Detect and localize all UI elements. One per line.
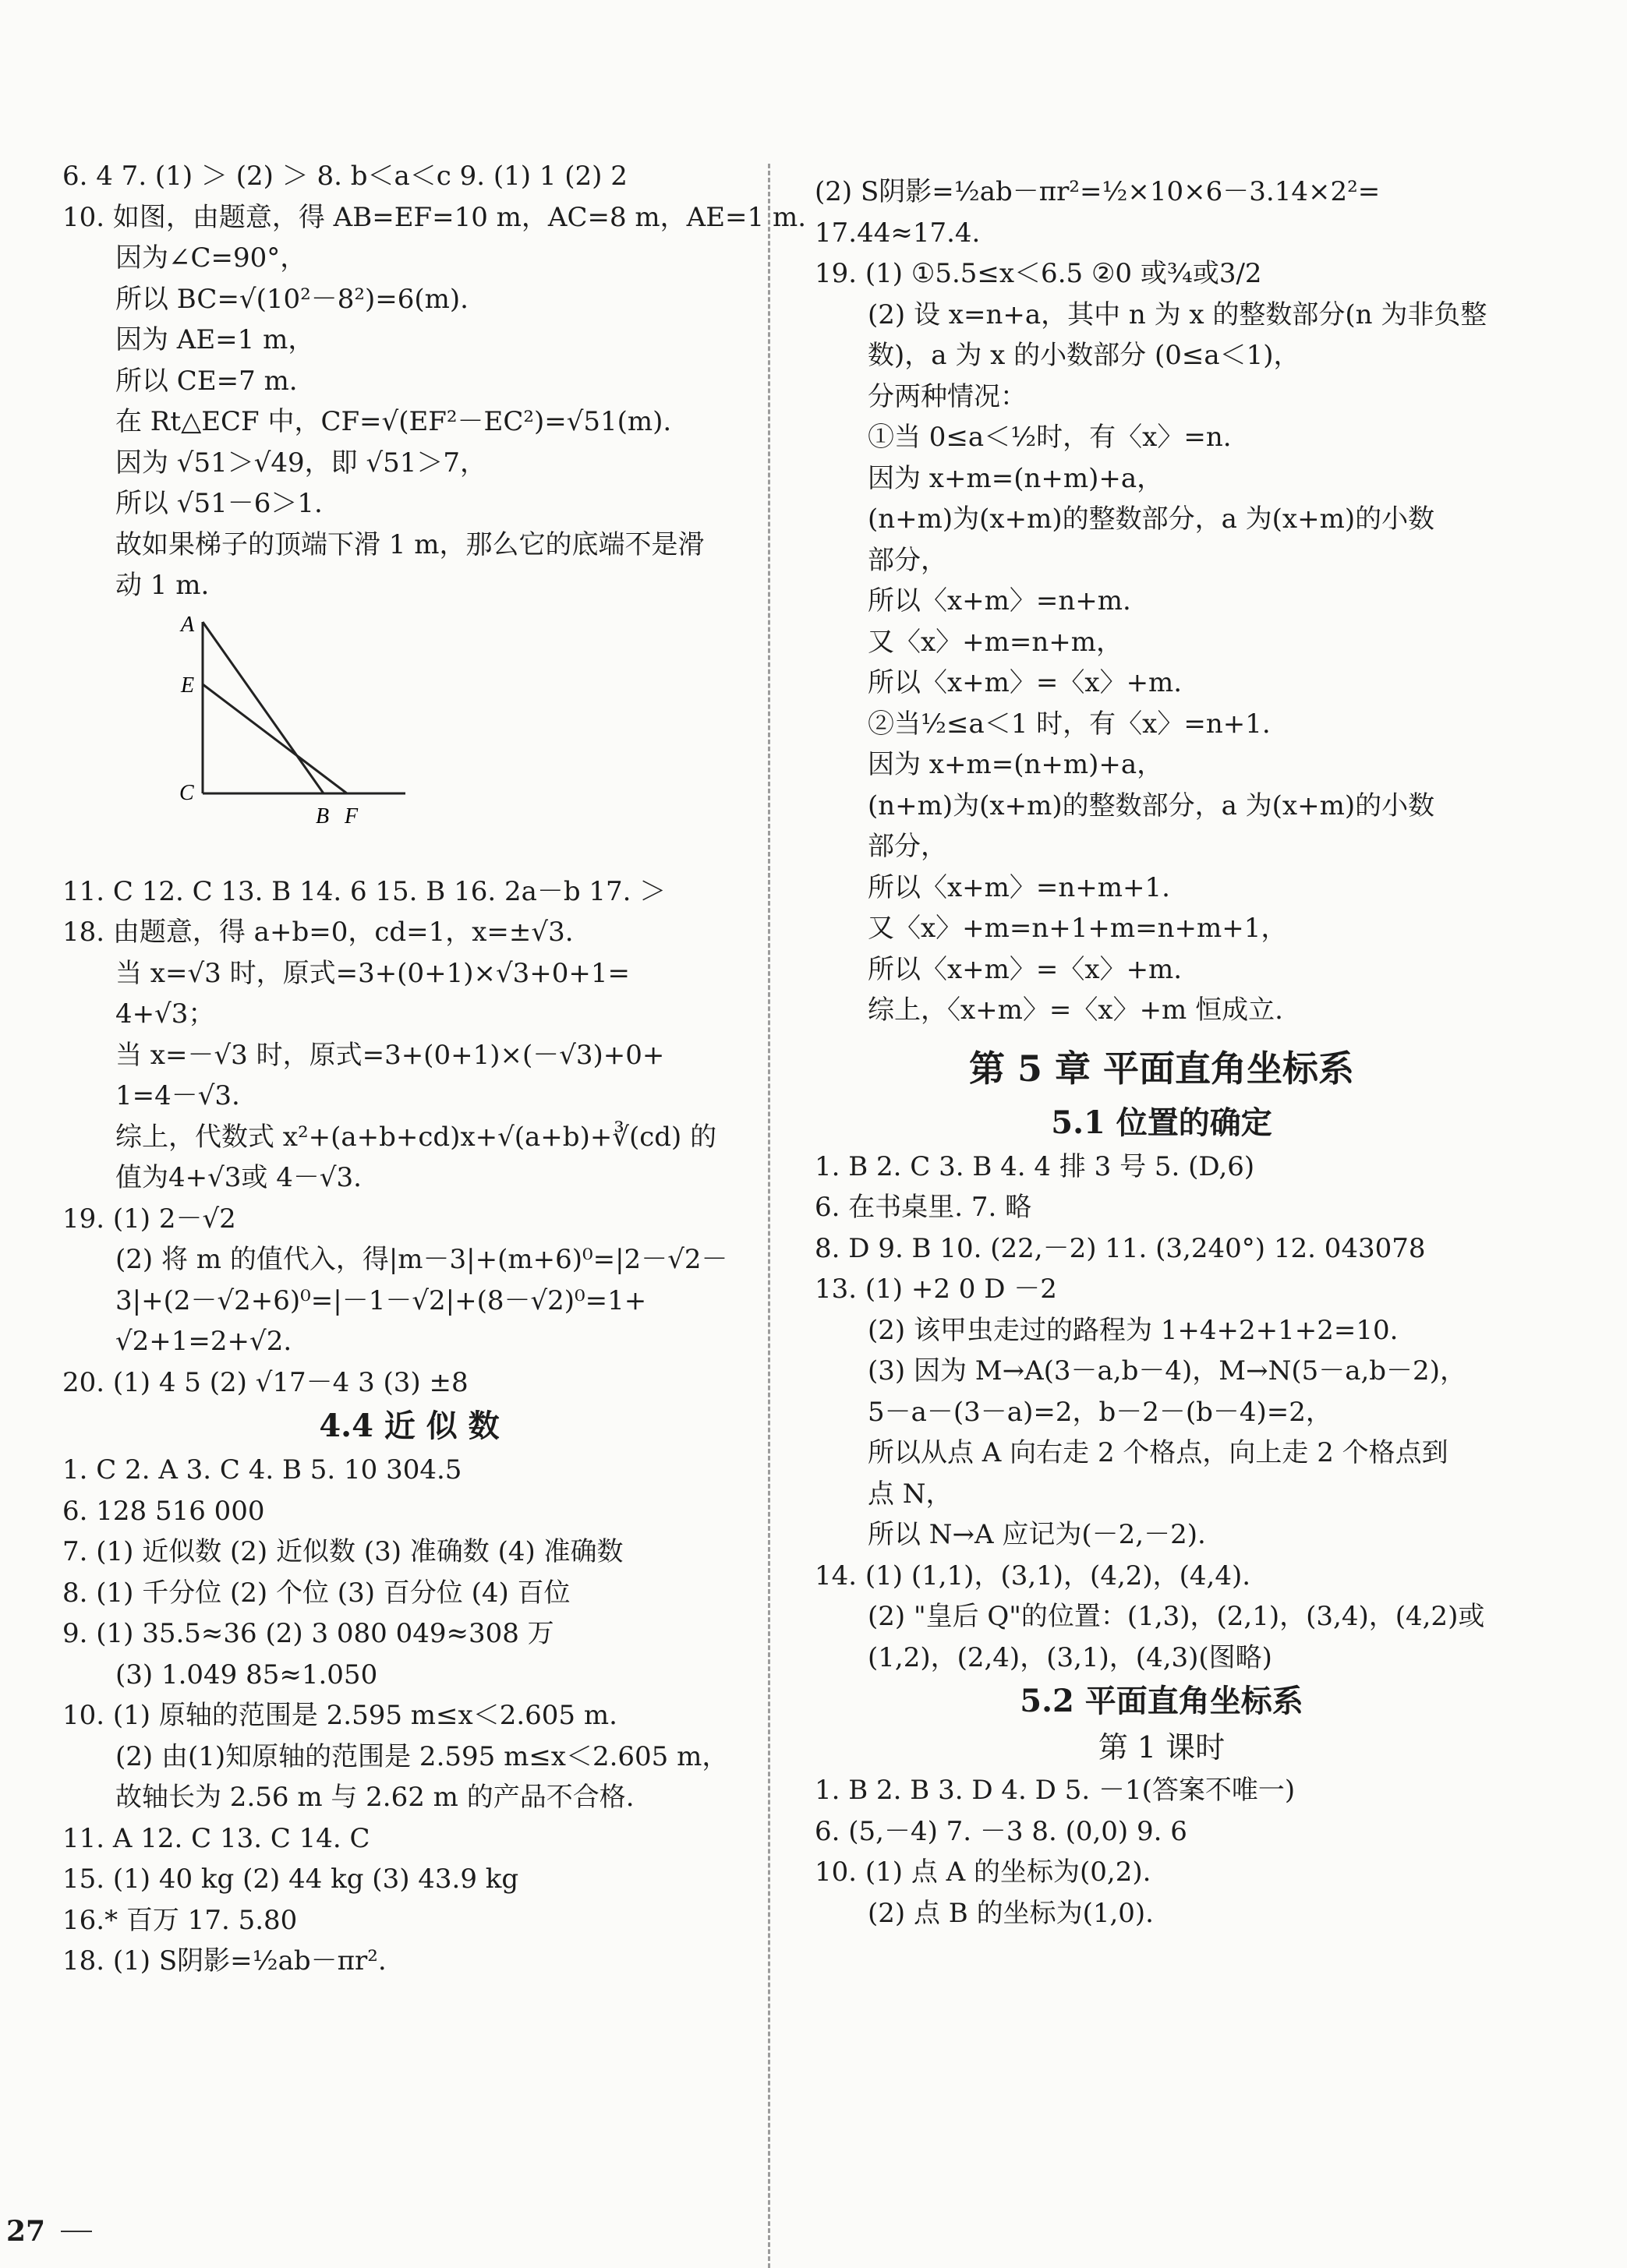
answer-line: 动 1 m.: [115, 570, 210, 601]
answer-line: 当 x=－√3 时，原式=3+(0+1)×(－√3)+0+: [115, 1039, 665, 1071]
label-e: E: [181, 673, 195, 698]
section-heading: 4.4 近 似 数: [319, 1408, 500, 1444]
answer-line: (2) 该甲虫走过的路程为 1+4+2+1+2=10.: [868, 1314, 1399, 1346]
answer-line: 因为 x+m=(n+m)+a，: [868, 462, 1164, 494]
answer-line: 部分，: [868, 544, 947, 576]
answer-line: 因为∠C=90°，: [115, 242, 307, 274]
answer-line: 所以从点 A 向右走 2 个格点，向上走 2 个格点到: [868, 1437, 1448, 1468]
label-a: A: [181, 612, 195, 637]
answer-line: (1,2)，(2,4)，(3,1)，(4,3)(图略): [868, 1641, 1272, 1673]
answer-line: (2) S阴影=½ab－πr²=½×10×6－3.14×2²=: [815, 176, 1381, 207]
answer-line: 1. C 2. A 3. C 4. B 5. 10 304.5: [62, 1454, 462, 1486]
answer-line: 18. 由题意，得 a+b=0，cd=1，x=±√3.: [62, 917, 574, 948]
answer-line: 14. (1) (1,1)，(3,1)，(4,2)，(4,4).: [815, 1560, 1251, 1591]
answer-line: 6. 4 7. (1) ＞ (2) ＞ 8. b＜a＜c 9. (1) 1 (2) 2: [62, 161, 628, 192]
answer-line: (2) 由(1)知原轴的范围是 2.595 m≤x＜2.605 m，: [115, 1740, 729, 1772]
answer-line: (2) 点 B 的坐标为(1,0).: [868, 1897, 1154, 1929]
answer-line: 因为 AE=1 m，: [115, 324, 315, 355]
answer-line: 6. 128 516 000: [62, 1495, 265, 1527]
answer-line: 4+√3；: [115, 998, 215, 1030]
right-column: [815, 171, 1509, 1934]
answer-line: 因为 x+m=(n+m)+a，: [868, 749, 1164, 780]
answer-line: 数)，a 为 x 的小数部分 (0≤a＜1)，: [868, 340, 1300, 371]
answer-line: (n+m)为(x+m)的整数部分，a 为(x+m)的小数: [868, 790, 1435, 821]
answer-line: 又〈x〉+m=n+m，: [868, 626, 1123, 658]
ladder-diagram: [179, 606, 429, 864]
answer-line: 所以 √51－6＞1.: [115, 488, 323, 519]
answer-line: 点 N，: [868, 1478, 953, 1510]
answer-line: 8. D 9. B 10. (22,－2) 11. (3,240°) 12. 043078: [815, 1232, 1426, 1264]
answer-line: 7. (1) 近似数 (2) 近似数 (3) 准确数 (4) 准确数: [62, 1536, 624, 1567]
answer-line: 3|+(2－√2+6)⁰=|－1－√2|+(8－√2)⁰=1+: [115, 1284, 647, 1316]
answer-line: 18. (1) S阴影=½ab－πr².: [62, 1945, 387, 1977]
answer-line: 10. 如图，由题意，得 AB=EF=10 m，AC=8 m，AE=1 m.: [62, 201, 807, 233]
answer-line: 17.44≈17.4.: [815, 217, 981, 249]
answer-line: 所以〈x+m〉=〈x〉+m.: [868, 667, 1183, 698]
answer-line: 综上，〈x+m〉=〈x〉+m 恒成立.: [868, 994, 1283, 1026]
left-column: [62, 156, 807, 1982]
answer-line: 所以 BC=√(10²－8²)=6(m).: [115, 283, 469, 315]
answer-line: 故轴长为 2.56 m 与 2.62 m 的产品不合格.: [115, 1782, 635, 1813]
answer-line: (2) 设 x=n+a，其中 n 为 x 的整数部分(n 为非负整: [868, 299, 1487, 330]
answer-line: (2) 将 m 的值代入，得|m－3|+(m+6)⁰=|2－√2－: [115, 1244, 728, 1275]
answer-line: 分两种情况：: [868, 380, 1027, 412]
answer-line: 10. (1) 原轴的范围是 2.595 m≤x＜2.605 m.: [62, 1700, 617, 1731]
answer-line: 10. (1) 点 A 的坐标为(0,2).: [815, 1856, 1151, 1888]
answer-line: 11. A 12. C 13. C 14. C: [62, 1822, 370, 1854]
answer-line: 所以 CE=7 m.: [115, 365, 298, 397]
answer-line: 1. B 2. B 3. D 4. D 5. －1(答案不唯一): [815, 1775, 1296, 1806]
answer-line: 20. (1) 4 5 (2) √17－4 3 (3) ±8: [62, 1366, 469, 1398]
answer-line: 1. B 2. C 3. B 4. 4 排 3 号 5. (D,6): [815, 1150, 1255, 1182]
answer-line: (3) 1.049 85≈1.050: [115, 1659, 378, 1690]
chapter-title: 第 5 章 平面直角坐标系: [968, 1047, 1355, 1090]
answer-line: 所以〈x+m〉=〈x〉+m.: [868, 953, 1183, 985]
answer-line: 9. (1) 35.5≈36 (2) 3 080 049≈308 万: [62, 1618, 554, 1649]
answer-line: √2+1=2+√2.: [115, 1326, 292, 1357]
answer-line: 部分，: [868, 831, 947, 862]
answer-line: 5－a－(3－a)=2，b－2－(b－4)=2，: [868, 1396, 1332, 1428]
column-divider: [768, 164, 770, 2268]
section-heading: 5.2 平面直角坐标系: [1020, 1683, 1303, 1719]
answer-line: 所以 N→A 应记为(－2,－2).: [868, 1519, 1206, 1550]
answer-line: 11. C 12. C 13. B 14. 6 15. B 16. 2a－b 17. ＞: [62, 875, 667, 907]
answer-line: 8. (1) 千分位 (2) 个位 (3) 百分位 (4) 百位: [62, 1577, 571, 1609]
answer-line: 当 x=√3 时，原式=3+(0+1)×√3+0+1=: [115, 957, 630, 989]
answer-line: 6. (5,－4) 7. －3 8. (0,0) 9. 6: [815, 1815, 1187, 1847]
answer-line: (n+m)为(x+m)的整数部分，a 为(x+m)的小数: [868, 503, 1435, 535]
page-number: 27: [6, 2215, 46, 2248]
answer-line: (3) 因为 M→A(3－a,b－4)，M→N(5－a,b－2)，: [868, 1355, 1466, 1387]
answer-line: 又〈x〉+m=n+1+m=n+m+1，: [868, 913, 1288, 944]
answer-line: 1=4－√3.: [115, 1080, 240, 1111]
answer-line: 故如果梯子的顶端下滑 1 m，那么它的底端不是滑: [115, 528, 705, 560]
lesson-subheading: 第 1 课时: [1098, 1730, 1226, 1765]
answer-line: 综上，代数式 x²+(a+b+cd)x+√(a+b)+∛(cd) 的: [115, 1121, 717, 1153]
ladder-ef: [203, 684, 347, 793]
answer-line: 6. 在书桌里. 7. 略: [815, 1192, 1032, 1223]
ladder-ab: [203, 622, 324, 793]
answer-line: ①当 0≤a＜½时，有〈x〉=n.: [868, 422, 1232, 453]
page-number-rule: [61, 2231, 92, 2232]
answer-line: ②当½≤a＜1 时，有〈x〉=n+1.: [868, 708, 1271, 740]
answer-line: 所以〈x+m〉=n+m.: [868, 585, 1131, 616]
section-heading: 5.1 位置的确定: [1051, 1104, 1272, 1141]
answer-line: 19. (1) ①5.5≤x＜6.5 ②0 或¾或3/2: [815, 258, 1262, 289]
ladder-figure: [179, 606, 756, 871]
answer-line: 所以〈x+m〉=n+m+1.: [868, 871, 1170, 903]
answer-line: 在 Rt△ECF 中，CF=√(EF²－EC²)=√51(m).: [115, 406, 672, 437]
answer-line: 13. (1) +2 0 D －2: [815, 1274, 1057, 1305]
label-f: F: [345, 804, 359, 828]
answer-line: 19. (1) 2－√2: [62, 1203, 236, 1235]
answer-line: 16.* 百万 17. 5.80: [62, 1904, 298, 1936]
answer-line: 值为4+√3或 4－√3.: [115, 1162, 362, 1193]
answer-line: 因为 √51＞√49，即 √51＞7，: [115, 447, 487, 479]
label-c: C: [179, 780, 194, 805]
answer-line: (2) "皇后 Q"的位置：(1,3)，(2,1)，(3,4)，(4,2)或: [868, 1601, 1485, 1632]
answer-line: 15. (1) 40 kg (2) 44 kg (3) 43.9 kg: [62, 1864, 519, 1895]
label-b: B: [316, 804, 330, 828]
